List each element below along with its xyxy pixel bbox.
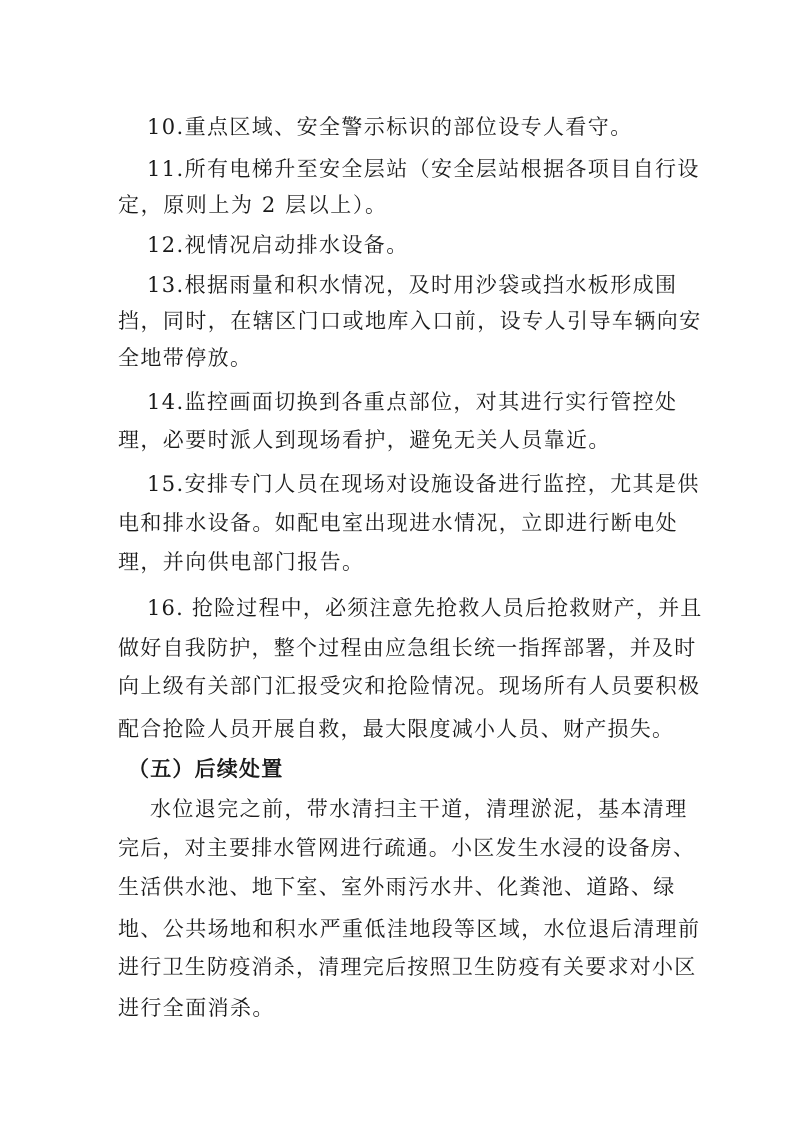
item-10-line: 10.重点区域、安全警示标识的部位设专人看守。	[147, 115, 633, 139]
item-16-line-3: 向上级有关部门汇报受灾和抢险情况。现场所有人员要积极	[118, 674, 701, 698]
item-16-line-4: 配合抢险人员开展自救，最大限度减小人员、财产损失。	[118, 717, 675, 741]
aftermath-line-5: 进行卫生防疫消杀，清理完后按照卫生防疫有关要求对小区	[118, 955, 697, 979]
item-14-line-2: 理，必要时派人到现场看护，避免无关人员靠近。	[118, 428, 611, 452]
aftermath-line-3: 生活供水池、地下室、室外雨污水井、化粪池、道路、绿	[118, 875, 676, 899]
section-heading: （五）后续处置	[128, 756, 284, 781]
item-16-line-1: 16. 抢险过程中，必须注意先抢救人员后抢救财产，并且	[147, 596, 703, 620]
item-16-line-2: 做好自我防护，整个过程由应急组长统一指挥部署，并及时	[118, 636, 697, 660]
item-11-line-2: 定，原则上为 2 层以上）。	[118, 193, 388, 217]
aftermath-line-1: 水位退完之前，带水清扫主干道，清理淤泥，基本清理	[150, 797, 688, 821]
item-12-line: 12.视情况启动排水设备。	[147, 233, 409, 257]
item-11-line-1: 11.所有电梯升至安全层站（安全层站根据各项目自行设	[147, 157, 700, 181]
item-13-line-3: 全地带停放。	[118, 346, 253, 370]
aftermath-line-2: 完后，对主要排水管网进行疏通。小区发生水浸的设备房、	[118, 836, 696, 860]
item-15-line-3: 理，并向供电部门报告。	[118, 550, 365, 574]
aftermath-line-6: 进行全面消杀。	[118, 996, 275, 1020]
item-13-line-1: 13.根据雨量和积水情况，及时用沙袋或挡水板形成围	[147, 273, 678, 297]
item-14-line-1: 14.监控画面切换到各重点部位，对其进行实行管控处	[147, 390, 678, 414]
aftermath-line-4: 地、公共场地和积水严重低洼地段等区域，水位退后清理前	[118, 917, 701, 941]
item-13-line-2: 挡，同时，在辖区门口或地库入口前，设专人引导车辆向安	[118, 309, 702, 333]
item-15-line-1: 15.安排专门人员在现场对设施设备进行监控，尤其是供	[147, 472, 700, 496]
item-15-line-2: 电和排水设备。如配电室出现进水情况，立即进行断电处	[118, 511, 678, 535]
